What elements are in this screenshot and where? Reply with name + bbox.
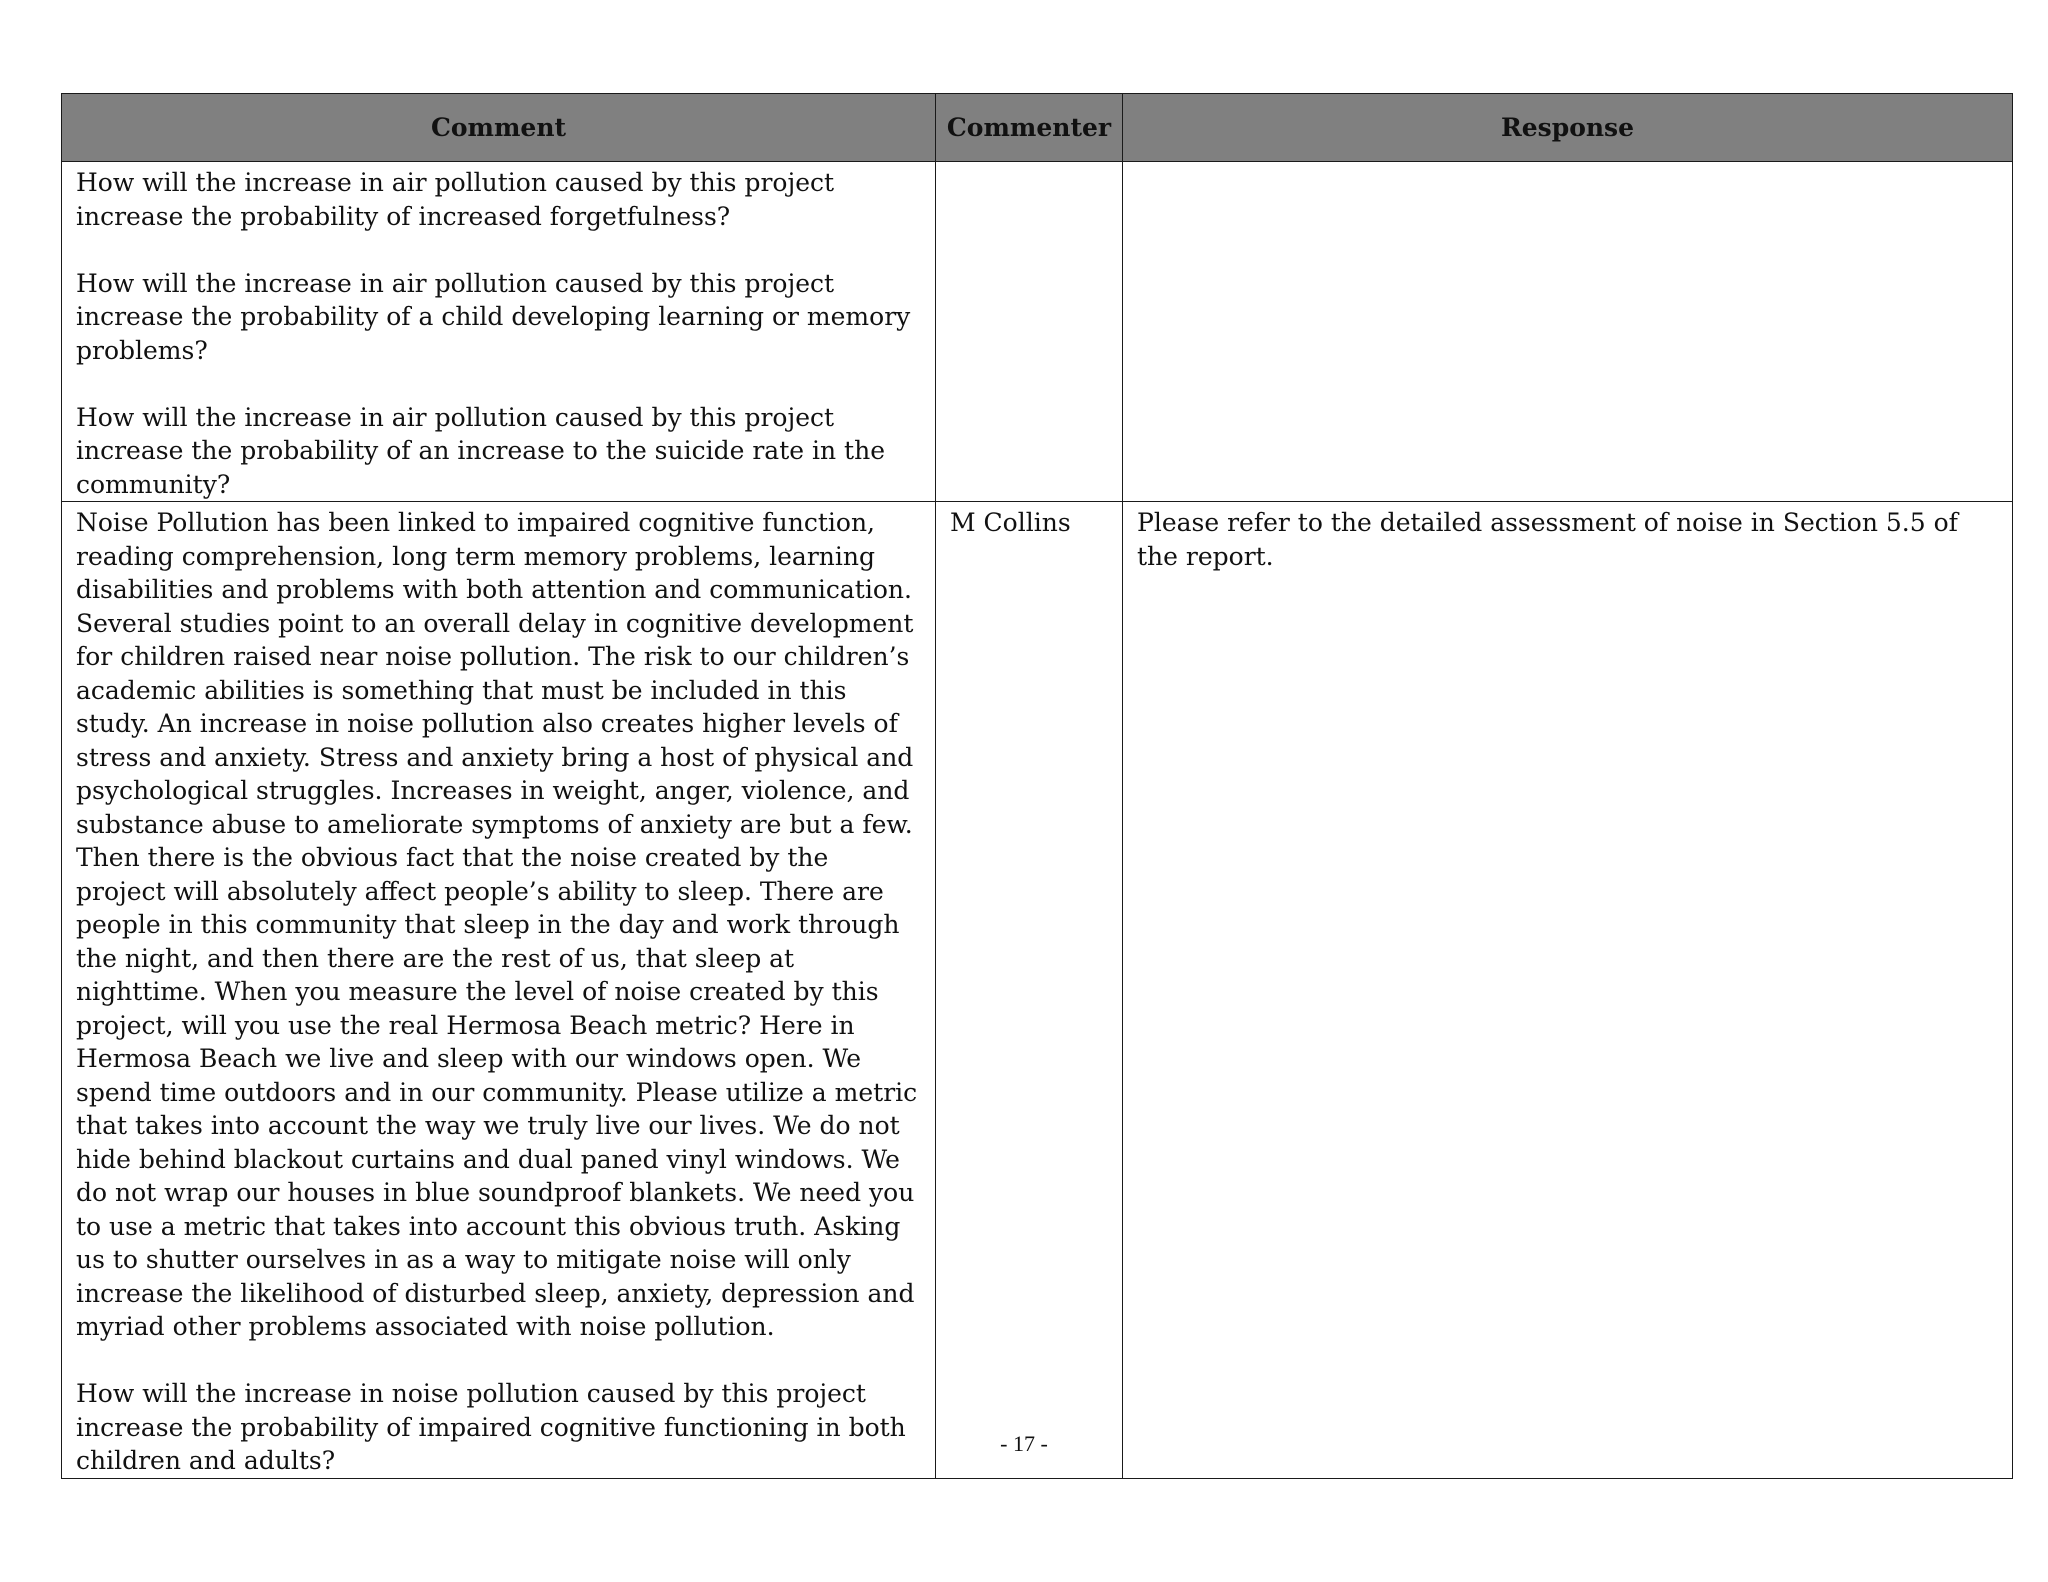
table-header-row <box>62 94 2013 162</box>
comment-paragraph: How will the increase in air pollution caused by this project increase the probability of increased forgetfulness? <box>76 168 835 231</box>
header-comment: Comment <box>62 94 936 162</box>
response-cell: Please refer to the detailed assessment of noise in Section 5.5 of the report. <box>1123 502 2013 1479</box>
header-commenter: Commenter <box>936 94 1123 162</box>
page-number: - 17 - <box>1000 1431 1048 1456</box>
comment-paragraph: How will the increase in noise pollution caused by this project increase the probability of impaired cognitive functioning in both children and adults? <box>76 1379 906 1475</box>
table-row <box>62 162 2013 502</box>
table-row <box>62 502 2013 1479</box>
comment-paragraph: How will the increase in air pollution caused by this project increase the probability of an increase to the suicide rate in the community? <box>76 402 885 499</box>
comment-cell <box>62 502 936 1479</box>
comment-cell <box>62 162 936 502</box>
comment-paragraph: Noise Pollution has been linked to impaired cognitive function, reading comprehension, long term memory problems, learning disabilities and problems with both attention and communication. Several studies point to an overall delay in cognitive development for children raised near noise pollution. The risk to our children’s academic abilities is something that must be included in this study. An increase in noise pollution also creates higher levels of stress and anxiety. Stress and anxiety bring a host of physical and psychological struggles. Increases in weight, anger, violence, and substance abuse to ameliorate symptoms of anxiety are but a few. Then there is the obvious fact that the noise created by the project will absolutely affect people’s ability to sleep. There are people in this community that sleep in the day and work through the night, and then there are the rest of us, that sleep at nighttime. When you measure the level of noise created by this project, will you use the real Hermosa Beach metric? Here in Hermosa Beach we live and sleep with our windows open. We spend time outdoors and in our community. Please utilize a metric that takes into account the way we truly live our lives. We do not hide behind blackout curtains and dual paned vinyl windows. We do not wrap our houses in blue soundproof blankets. We need you to use a metric that takes into account this obvious truth. Asking us to shutter ourselves in as a way to mitigate noise will only increase the likelihood of disturbed sleep, anxiety, depression and myriad other problems associated with noise pollution. <box>76 508 918 1341</box>
comment-paragraph: How will the increase in air pollution caused by this project increase the probability of a child developing learning or memory problems? <box>76 268 911 365</box>
commenter-cell <box>936 162 1123 502</box>
comment-response-table <box>61 93 2013 1479</box>
response-cell <box>1123 162 2013 502</box>
commenter-cell: M Collins <box>936 502 1123 1479</box>
header-response: Response <box>1123 94 2013 162</box>
